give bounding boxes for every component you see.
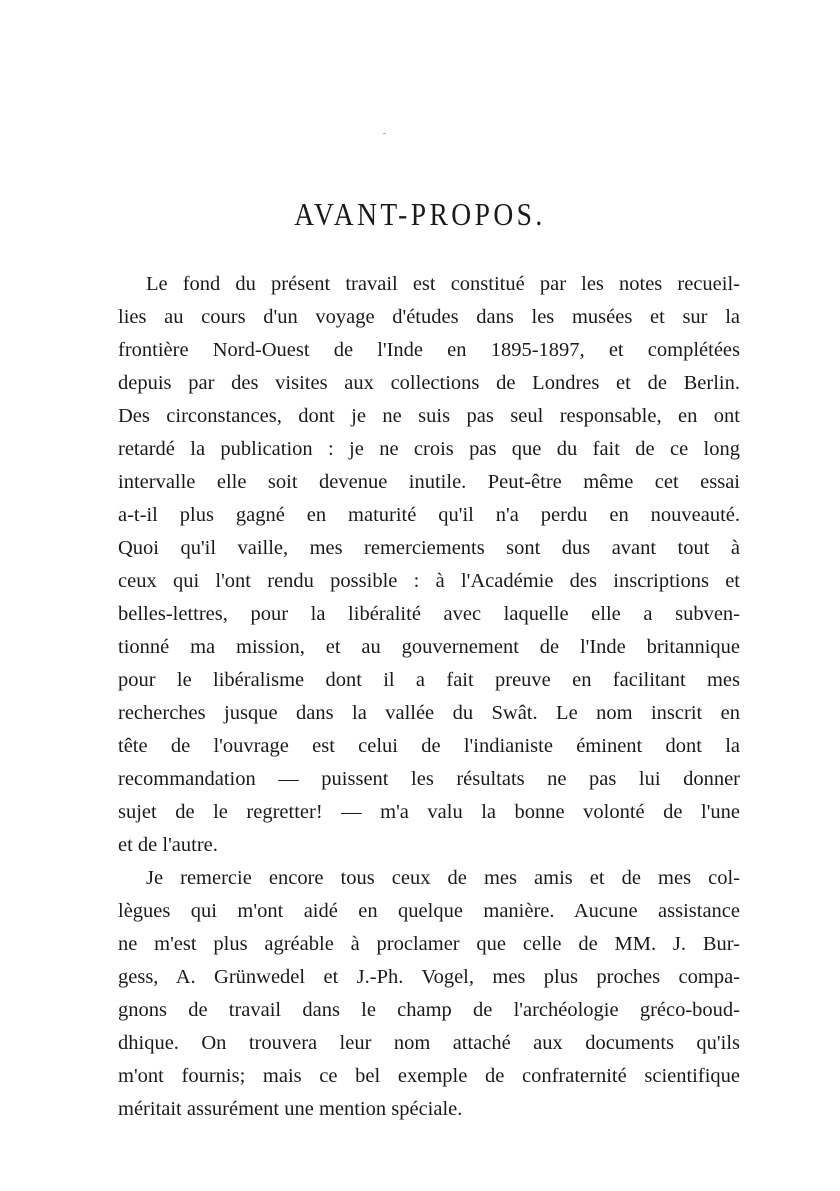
paragraph-1 xyxy=(118,268,740,862)
text-line: retardé la publication : je ne crois pas que du fait de ce long xyxy=(118,438,740,460)
text-line: ne m'est plus agréable à proclamer que celle de MM. J. Bur- xyxy=(118,933,740,955)
text-line: Le fond du présent travail est constitué par les notes recueil- xyxy=(146,273,740,295)
text-line: méritait assurément une mention spéciale. xyxy=(118,1098,463,1120)
body-text xyxy=(118,268,740,1126)
text-line: tionné ma mission, et au gouvernement de l'Inde britannique xyxy=(118,636,740,658)
text-line: lies au cours d'un voyage d'études dans les musées et sur la xyxy=(118,306,740,328)
print-speck xyxy=(383,133,386,134)
text-line: intervalle elle soit devenue inutile. Peut-être même cet essai xyxy=(118,471,740,493)
text-line: tête de l'ouvrage est celui de l'indianiste éminent dont la xyxy=(118,735,740,757)
text-line: a-t-il plus gagné en maturité qu'il n'a perdu en nouveauté. xyxy=(118,504,740,526)
text-line: Quoi qu'il vaille, mes remerciements sont dus avant tout à xyxy=(118,537,740,559)
text-line: gess, A. Grünwedel et J.-Ph. Vogel, mes plus proches compa- xyxy=(118,966,740,988)
page-title: AVANT-PROPOS. xyxy=(294,196,546,232)
text-line: m'ont fournis; mais ce bel exemple de confraternité scientifique xyxy=(118,1065,740,1087)
text-line: pour le libéralisme dont il a fait preuve en facilitant mes xyxy=(118,669,740,691)
text-line: ceux qui l'ont rendu possible : à l'Académie des inscriptions et xyxy=(118,570,740,592)
text-line: sujet de le regretter! — m'a valu la bonne volonté de l'une xyxy=(118,801,740,823)
text-line: et de l'autre. xyxy=(118,834,218,856)
text-line: dhique. On trouvera leur nom attaché aux documents qu'ils xyxy=(118,1032,740,1054)
text-line: Je remercie encore tous ceux de mes amis et de mes col- xyxy=(146,867,740,889)
text-line: belles-lettres, pour la libéralité avec laquelle elle a subven- xyxy=(118,603,740,625)
text-line: depuis par des visites aux collections de Londres et de Berlin. xyxy=(118,372,740,394)
paragraph-2 xyxy=(118,862,740,1126)
text-line: frontière Nord-Ouest de l'Inde en 1895-1897, et complétées xyxy=(118,339,740,361)
text-line: recherches jusque dans la vallée du Swât. Le nom inscrit en xyxy=(118,702,740,724)
text-line: recommandation — puissent les résultats ne pas lui donner xyxy=(118,768,740,790)
text-line: gnons de travail dans le champ de l'archéologie gréco-boud- xyxy=(118,999,740,1021)
text-line: lègues qui m'ont aidé en quelque manière. Aucune assistance xyxy=(118,900,740,922)
text-line: Des circonstances, dont je ne suis pas seul responsable, en ont xyxy=(118,405,740,427)
